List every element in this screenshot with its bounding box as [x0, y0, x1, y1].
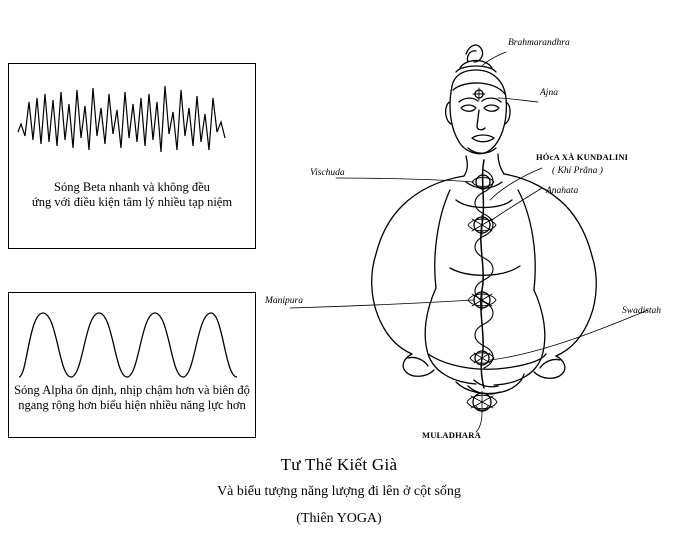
- label-kundalini-line-2: ( Khí Prâna ): [552, 166, 603, 176]
- label-manipura: Manipura: [265, 296, 303, 306]
- beta-caption-line-2: ứng với điều kiện tâm lý nhiều tạp niệm: [31, 195, 233, 209]
- label-kundalini-line-1: HỎcA XÀ KUNDALINI: [536, 152, 629, 162]
- alpha-wave-plot: [9, 293, 255, 437]
- alpha-wave-panel: [8, 292, 256, 438]
- yoga-figure-drawing: [270, 10, 670, 450]
- label-ajna: Ajna: [540, 88, 558, 98]
- figure-subtitle: Và biểu tượng năng lượng đi lên ở cột sống: [217, 484, 461, 499]
- yoga-figure: [265, 10, 670, 450]
- label-vischuda: Vischuda: [310, 168, 345, 178]
- label-brahmarandhra: Brahmarandhra: [508, 38, 570, 48]
- alpha-caption-line-1: Sóng Alpha ổn định, nhịp chậm hơn và biên độ: [14, 383, 250, 397]
- label-swadistah: Swadistah: [622, 306, 662, 316]
- label-muladhara: MULADHARA: [422, 430, 481, 440]
- figure-title: Tư Thế Kiết Già: [280, 455, 398, 474]
- alpha-caption: [9, 383, 255, 413]
- beta-wave-panel: [8, 63, 256, 249]
- beta-caption-line-1: Sóng Beta nhanh và không đều: [54, 180, 210, 194]
- label-anahata: Anahata: [546, 186, 579, 196]
- beta-wave-plot: [9, 64, 255, 248]
- beta-caption: [9, 180, 255, 210]
- figure-source: (Thiên YOGA): [296, 511, 382, 526]
- alpha-caption-line-2: ngang rộng hơn biểu hiện nhiều năng lực hơn: [18, 398, 246, 412]
